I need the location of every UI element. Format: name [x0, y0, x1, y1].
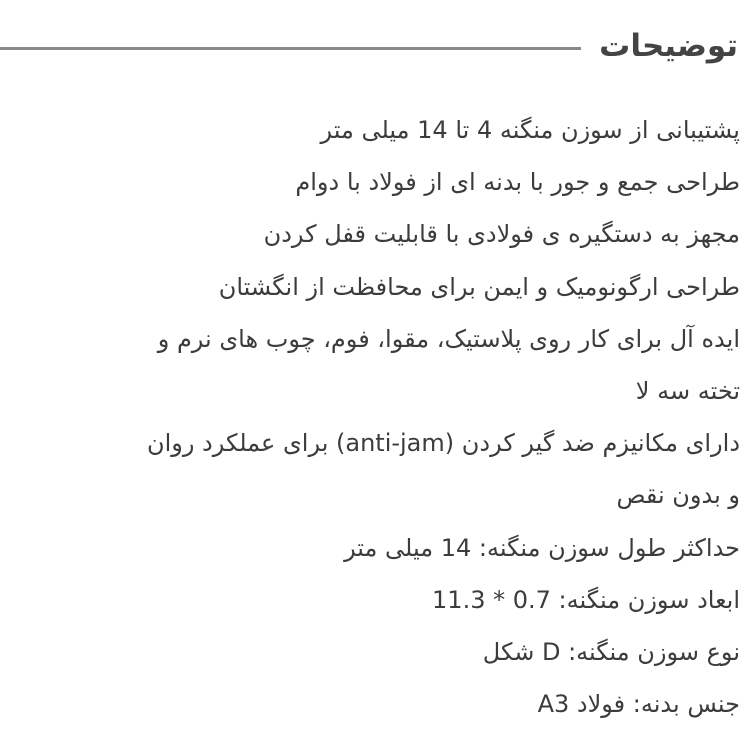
description-line: و بدون نقص: [616, 481, 740, 510]
description-line: ایده آل برای کار روی پلاستیک، مقوا، فوم، چوب های نرم و: [157, 324, 740, 353]
description-line: طراحی جمع و جور با بدنه ای از فولاد با دوام: [295, 168, 740, 197]
description-line: ابعاد سوزن منگنه: 0.7 * 11.3: [432, 585, 740, 614]
description-list: [0, 104, 740, 730]
description-line: حداکثر طول سوزن منگنه: 14 میلی متر: [344, 533, 740, 562]
description-line: تخته سه لا: [635, 377, 740, 406]
description-line: دارای مکانیزم ضد گیر کردن (anti-jam) برای عملکرد روان: [146, 429, 740, 458]
section-title: توضیحات: [599, 28, 738, 64]
description-line: طراحی ارگونومیک و ایمن برای محافظت از انگشتان: [218, 272, 740, 301]
description-line: پشتیبانی از سوزن منگنه 4 تا 14 میلی متر: [320, 116, 740, 144]
description-line: مجهز به دستگیره ی فولادی با قابلیت قفل کردن: [263, 220, 740, 249]
description-line: نوع سوزن منگنه: D شکل: [482, 638, 740, 667]
header-divider: [0, 47, 581, 50]
description-line: جنس بدنه: فولاد A3: [537, 690, 740, 719]
section-header: [0, 18, 750, 74]
